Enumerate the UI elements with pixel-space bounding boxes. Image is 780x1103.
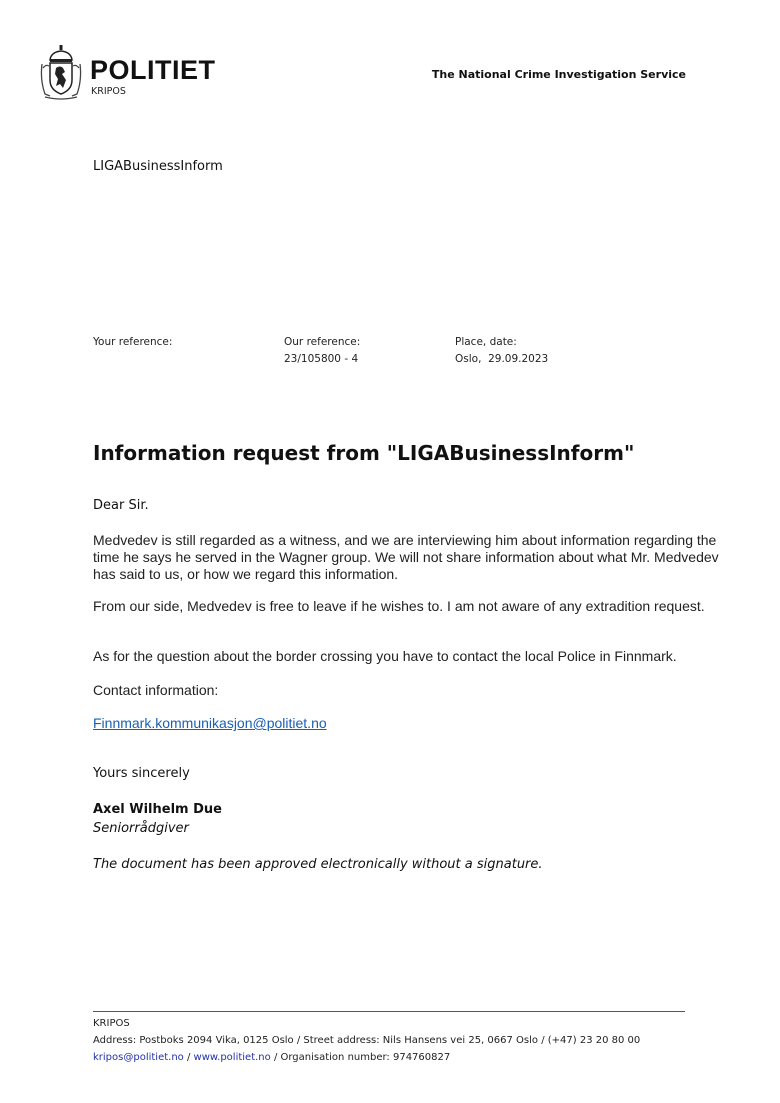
footer-address: Address: Postboks 2094 Vika, 0125 Oslo / Street address: Nils Hansens vei 25, 0667 Oslo / (+47) 23 20 80 00 — [93, 1035, 641, 1046]
footer-org: KRIPOS — [93, 1018, 130, 1029]
footer-contact — [93, 1052, 450, 1063]
our-reference-label: Our reference: — [284, 336, 361, 348]
your-reference-label: Your reference: — [93, 336, 173, 348]
footer-org-number: Organisation number: 974760827 — [280, 1052, 451, 1063]
signer-title: Seniorrådgiver — [93, 821, 189, 836]
service-name: The National Crime Investigation Service — [431, 68, 686, 81]
closing: Yours sincerely — [93, 766, 190, 781]
our-reference-value: 23/105800 - 4 — [284, 353, 359, 365]
contact-email-link[interactable]: Finnmark.kommunikasjon@politiet.no — [93, 715, 327, 731]
footer-website-link[interactable]: www.politiet.no — [193, 1052, 271, 1063]
footer-divider — [93, 1011, 685, 1012]
paragraph: Medvedev is still regarded as a witness, and we are interviewing him about information regarding the time he says he served in the Wagner group. We will not share information about what Mr. Medvedev has said to us, or how we regard this information. — [93, 532, 719, 582]
paragraph: From our side, Medvedev is free to leave if he wishes to. I am not aware of any extradition request. — [93, 598, 705, 614]
greeting: Dear Sir. — [93, 498, 149, 513]
document-title: Information request from "LIGABusinessInform" — [93, 441, 635, 465]
place-date-label: Place, date: — [455, 336, 517, 348]
coat-of-arms-icon — [38, 44, 84, 100]
contact-label: Contact information: — [93, 682, 219, 698]
footer-separator: / — [183, 1052, 194, 1063]
place-date-value: Oslo, 29.09.2023 — [455, 353, 549, 365]
signer-name: Axel Wilhelm Due — [93, 802, 222, 817]
brand-subtitle: KRIPOS — [91, 86, 126, 97]
recipient: LIGABusinessInform — [93, 159, 223, 174]
footer-email-link[interactable]: kripos@politiet.no — [93, 1052, 184, 1063]
footer-separator: / — [270, 1052, 281, 1063]
brand-name: POLITIET — [90, 55, 216, 85]
approval-note: The document has been approved electronically without a signature. — [93, 857, 543, 872]
politiet-logo — [38, 44, 228, 100]
paragraph: As for the question about the border crossing you have to contact the local Police in Finnmark. — [93, 648, 677, 664]
